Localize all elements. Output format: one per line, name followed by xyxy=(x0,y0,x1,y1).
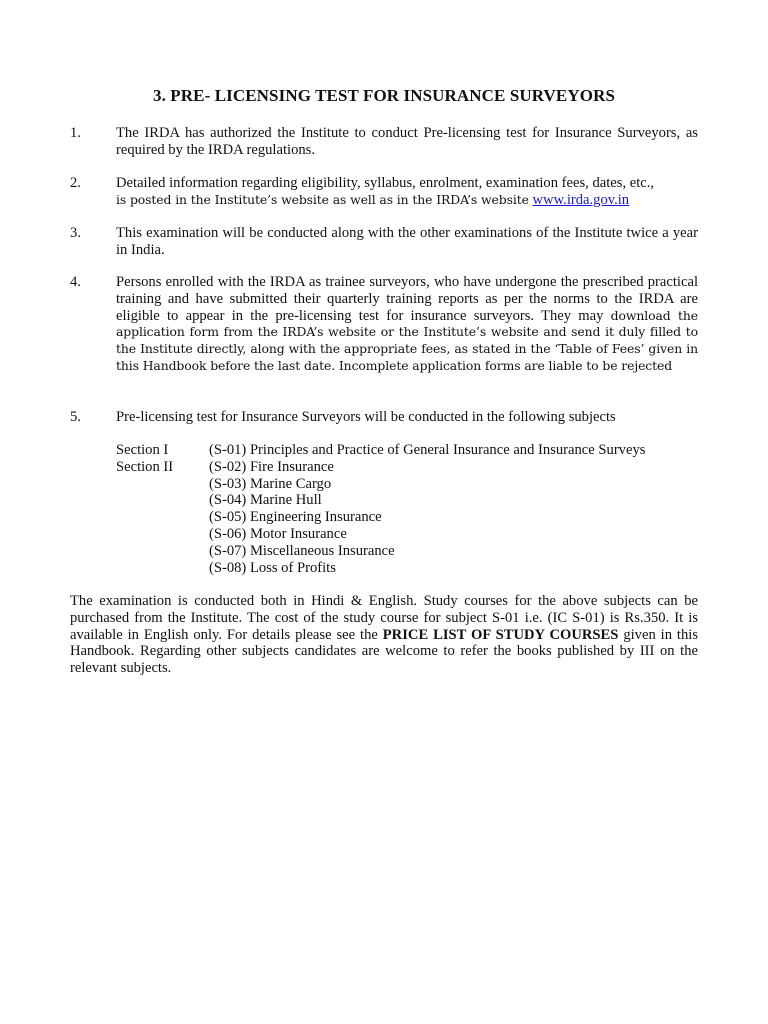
subjects-list xyxy=(116,442,696,576)
subject-row xyxy=(116,509,696,526)
list-item xyxy=(70,274,698,375)
item-text-line: is posted in the Institute’s website as well as in the IRDA’s website xyxy=(116,191,529,207)
section-label xyxy=(116,543,209,560)
item-number: 3. xyxy=(70,225,81,241)
item-number: 4. xyxy=(70,274,81,290)
subject-name: (S-05) Engineering Insurance xyxy=(209,509,382,526)
section-label xyxy=(116,476,209,493)
list-item xyxy=(70,409,698,426)
item-number: 5. xyxy=(70,409,81,425)
closing-text: given in this Handbook. Regarding other subjects candidates are welcome to refer the books published by III on the relevant subjects. xyxy=(70,626,698,677)
price-list-emphasis: PRICE LIST OF STUDY COURSES xyxy=(382,626,619,643)
subject-name: (S-02) Fire Insurance xyxy=(209,458,334,475)
section-label xyxy=(116,492,209,509)
item-text: The IRDA has authorized the Institute to conduct Pre-licensing test for Insurance Surveyors, as required by the IRDA regulations. xyxy=(116,125,698,158)
subject-name: (S-07) Miscellaneous Insurance xyxy=(209,542,395,559)
item-number: 1. xyxy=(70,125,81,141)
subject-name: (S-03) Marine Cargo xyxy=(209,475,332,492)
subject-row xyxy=(116,459,696,476)
subject-row xyxy=(116,476,696,493)
list-item xyxy=(70,125,698,159)
item-text-line: Detailed information regarding eligibility, syllabus, enrolment, examination fees, dates, etc., xyxy=(116,175,655,191)
item-text-part: download the application form from the IRDA’s website or the Institute’s website and send it duly filled to the Institute directly, along with the appropriate fees, as stated in the ‘Table of Fees’ given in this Handbook before the last date. Incomplete application forms are liable to be rejected xyxy=(116,307,698,373)
subject-name: (S-04) Marine Hull xyxy=(209,492,322,509)
subject-row xyxy=(116,543,696,560)
list-item xyxy=(70,175,698,209)
item-text xyxy=(116,175,698,209)
section-label xyxy=(116,526,209,543)
section-label xyxy=(116,509,209,526)
irda-website-link[interactable]: www.irda.gov.in xyxy=(532,191,630,208)
closing-text: The examination is conducted both in Hindi & English. Study courses for the above subjects can be purchased from the Institute. The cost of the study course for subject S-01 i.e. (IC S-01) is Rs.350. It is available in English only. For details please see the xyxy=(70,593,698,643)
item-text: This examination will be conducted along with the other examinations of the Institute twice a year in India. xyxy=(116,225,698,258)
closing-paragraph xyxy=(70,593,698,677)
subject-name: (S-08) Loss of Profits xyxy=(209,559,336,576)
subject-name: (S-06) Motor Insurance xyxy=(209,525,347,542)
subject-row xyxy=(116,492,696,509)
page-title: 3. PRE- LICENSING TEST FOR INSURANCE SURVEYORS xyxy=(153,86,615,105)
subject-row xyxy=(116,442,696,459)
subject-name: (S-01) Principles and Practice of General Insurance and Insurance Surveys xyxy=(209,442,646,458)
subject-row xyxy=(116,560,696,577)
subject-row xyxy=(116,526,696,543)
item-number: 2. xyxy=(70,175,81,191)
item-text: Pre-licensing test for Insurance Surveyors will be conducted in the following subjects xyxy=(116,409,616,425)
item-text xyxy=(116,274,698,375)
section-label xyxy=(116,560,209,577)
item-text-part: Persons enrolled with the IRDA as trainee surveyors, who have undergone the prescribed practical training and have submitted their quarterly training reports as per the norms to the IRDA are eligible to appear in the pre-licensing test for insurance surveyors. They may xyxy=(116,274,698,324)
section-label: Section I xyxy=(116,442,169,458)
section-label: Section II xyxy=(116,458,174,475)
list-item xyxy=(70,225,698,259)
